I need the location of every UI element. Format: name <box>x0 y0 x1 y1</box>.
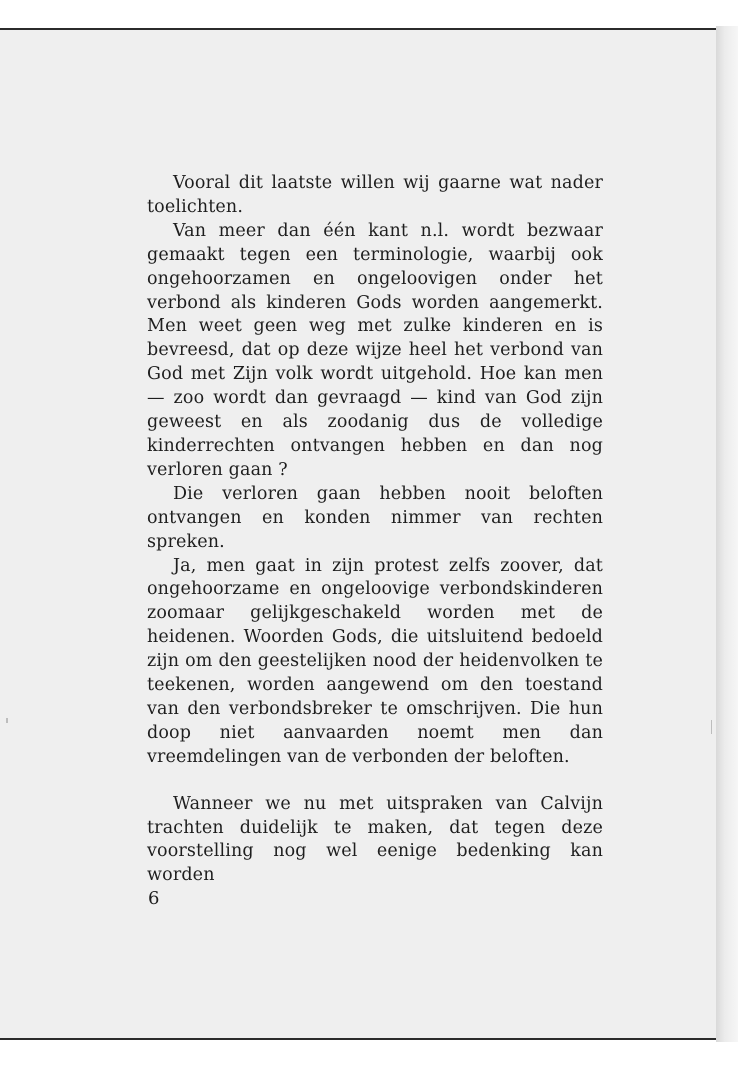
paragraph-1: Vooral dit laatste willen wij gaarne wat nader toelichten. <box>147 173 603 217</box>
paragraph-4: Ja, men gaat in zijn protest zelfs zoover, dat ongehoorzame en ongeloovige verbondskinderen zoomaar gelijkgeschakeld worden met de heidenen. Woorden Gods, die uitsluitend bedoeld zijn om den geestelijken nood der heidenvolken te teekenen, worden aangewend om den toestand van den verbondsbreker te omschrijven. Die hun doop niet aanvaarden noemt men dan vreemdelingen van de verbonden der beloften. <box>147 555 603 767</box>
page-number: 6 <box>148 888 160 909</box>
adjacent-page-edge <box>716 26 738 1042</box>
book-page <box>0 28 716 1040</box>
paragraph-3: Die verloren gaan hebben nooit beloften ontvangen en konden nimmer van rechten spreken. <box>147 483 603 552</box>
paragraph-2: Van meer dan één kant n.l. wordt bezwaar gemaakt tegen een terminologie, waarbij ook ongehoorzamen en ongeloovigen onder het verbond als kinderen Gods worden aangemerkt. Men weet geen weg met zulke kinderen en is bevreesd, dat op deze wijze heel het verbond van God met Zijn volk wordt uitgehold. Hoe kan men — zoo wordt dan gevraagd — kind van God zijn geweest en als zoodanig dus de volledige kinderrechten ontvangen hebben en dan nog verloren gaan ? <box>147 220 603 480</box>
paragraph-5: Wanneer we nu met uitspraken van Calvijn trachten duidelijk te maken, dat tegen deze voorstelling nog wel eenige bedenking kan worden <box>147 793 603 886</box>
scan-mark-right <box>711 720 712 734</box>
body-text <box>147 172 603 888</box>
scan-mark-left <box>6 718 8 723</box>
